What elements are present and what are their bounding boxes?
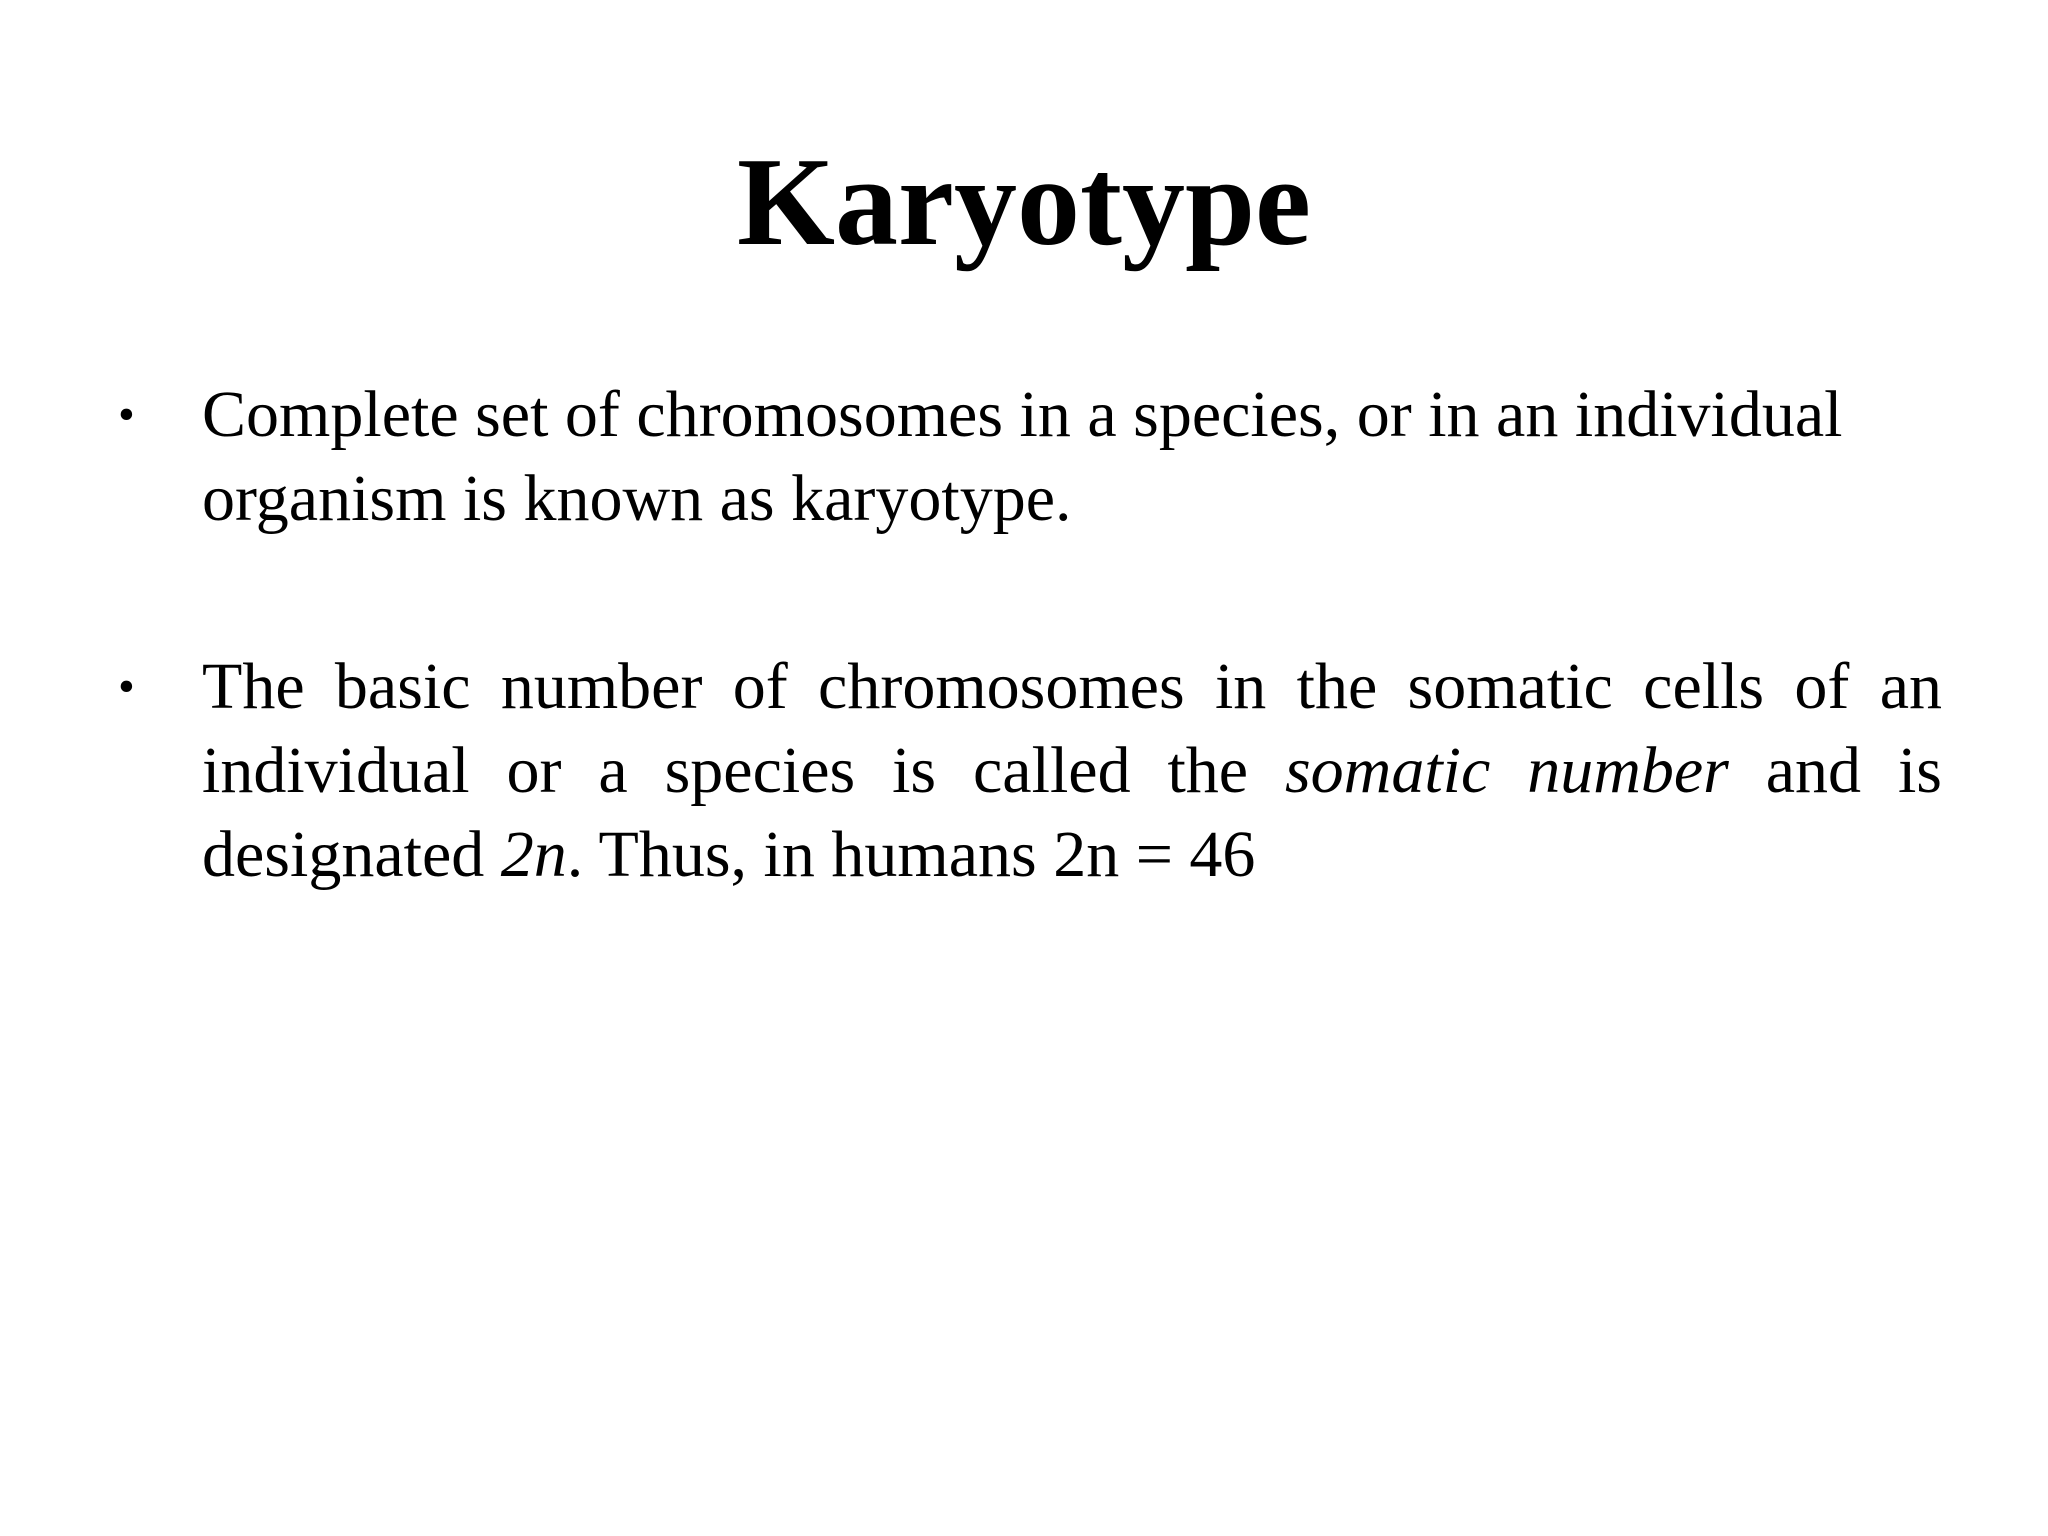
bullet-dot-icon: • xyxy=(118,660,135,713)
bullet-dot-icon: • xyxy=(118,388,135,441)
italic-term: somatic number xyxy=(1285,734,1729,807)
bullet-text-part: and is designated xyxy=(202,734,1942,891)
bullet-item-somatic-number xyxy=(112,645,1942,897)
bullet-text: Complete set of chromosomes in a species, or in an individual organism is known as karyotype. xyxy=(202,378,1843,535)
bullet-list xyxy=(112,373,1942,897)
italic-symbol: 2n xyxy=(500,818,567,891)
slide-title: Karyotype xyxy=(737,133,1311,272)
bullet-text-part: The basic number of chromosomes in the somatic cells of an individual or a species is called the xyxy=(202,650,1942,807)
bullet-text-part: . Thus, in humans 2n = 46 xyxy=(566,818,1256,891)
bullet-text xyxy=(202,645,1942,897)
bullet-item-karyotype-definition xyxy=(112,373,1942,541)
